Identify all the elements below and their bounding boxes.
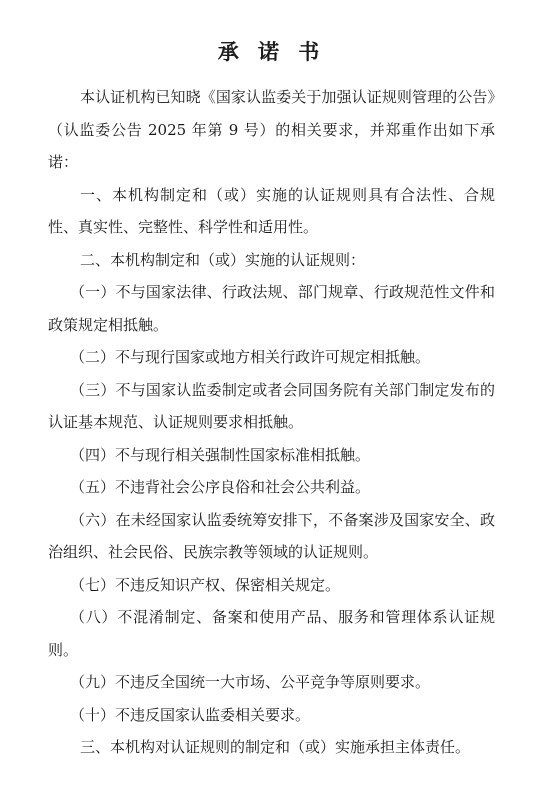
sub-item-4: （四）不与现行相关强制性国家标准相抵触。 — [70, 445, 371, 464]
intro-paragraph: 本认证机构已知晓《国家认监委关于加强认证规则管理的公告》（认监委公告 2025 年第 9 号）的相关要求，并郑重作出如下承诺： — [48, 88, 495, 171]
commitment-item-3: 三、本机构对认证规则的制定和（或）实施承担主体责任。 — [80, 738, 471, 756]
sub-item-9: （九）不违反全国统一大市场、公平竞争等原则要求。 — [70, 673, 431, 691]
sub-item-5: （五）不违背社会公序良俗和社会公共利益。 — [70, 478, 371, 496]
document-title: 承 诺 书 — [217, 39, 326, 64]
sub-item-7: （七）不违反知识产权、保密相关规定。 — [70, 575, 341, 594]
sub-item-1: （一）不与国家法律、行政法规、部门规章、行政规范性文件和政策规定相抵触。 — [48, 283, 495, 334]
sub-item-10: （十）不违反国家认监委相关要求。 — [70, 705, 311, 724]
commitment-item-1: 一、本机构制定和（或）实施的认证规则具有合法性、合规性、真实性、完整性、科学性和适用性。 — [48, 185, 495, 236]
sub-item-6: （六）在未经国家认监委统筹安排下，不备案涉及国家安全、政治组织、社会民俗、民族宗教等领域的认证规则。 — [48, 510, 495, 561]
sub-item-3: （三）不与国家认监委制定或者会同国务院有关部门制定发布的认证基本规范、认证规则要求相抵触。 — [48, 380, 495, 431]
commitment-item-2: 二、本机构制定和（或）实施的认证规则： — [80, 250, 366, 269]
sub-item-8: （八）不混淆制定、备案和使用产品、服务和管理体系认证规则。 — [48, 608, 495, 659]
sub-item-2: （二）不与现行国家或地方相关行政许可规定相抵触。 — [70, 348, 431, 366]
